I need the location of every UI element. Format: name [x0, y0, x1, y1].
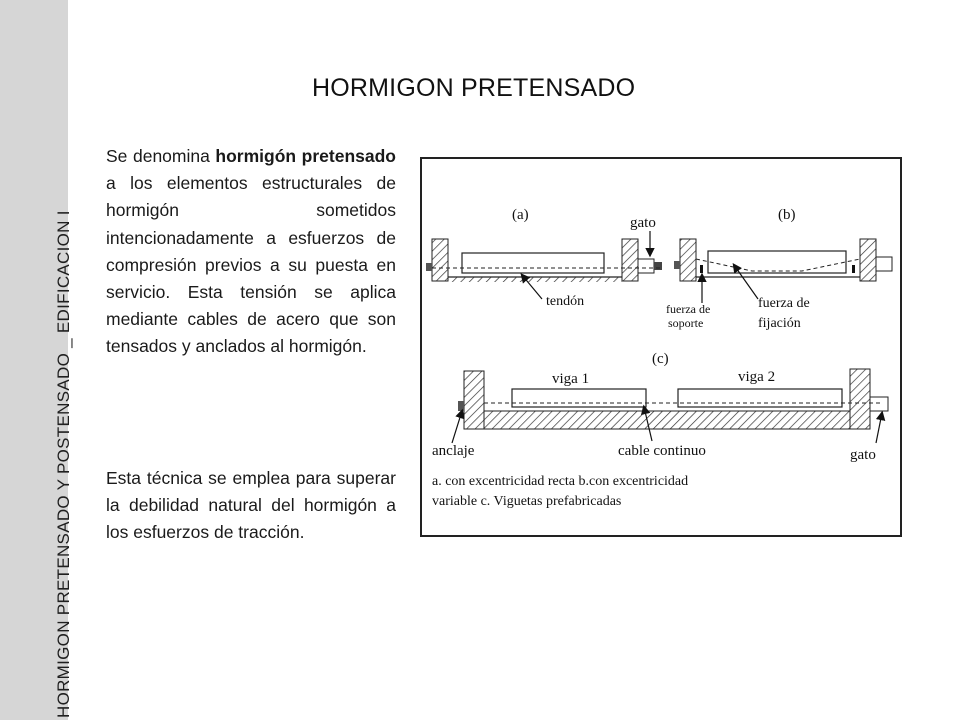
label-c: (c) — [652, 351, 669, 367]
label-tendon: tendón — [546, 294, 585, 309]
anchor-c-left — [458, 401, 464, 411]
support-block-right — [852, 265, 855, 273]
anchor-b-left — [674, 261, 680, 269]
beam-a — [462, 253, 604, 273]
label-gato-top: gato — [630, 215, 656, 231]
support-block-left — [700, 265, 703, 273]
sidebar-title: HORMIGON PRETENSADO Y POSTENSADO _ EDIFICACION I — [54, 210, 73, 718]
jack-b — [876, 257, 892, 271]
paragraph-definition — [106, 143, 396, 361]
beam-c1 — [512, 389, 646, 407]
prestress-diagram — [420, 157, 902, 537]
abutment-a-left — [432, 239, 448, 281]
beam-c2 — [678, 389, 842, 407]
label-viga1: viga 1 — [552, 371, 590, 387]
bed-a-hatch — [448, 277, 622, 282]
paragraph-definition-start: Se denomina — [106, 146, 216, 166]
slide-title: HORMIGON PRETENSADO — [312, 74, 636, 102]
anchor-a-left — [426, 263, 432, 271]
jack-a — [638, 259, 654, 273]
label-fuerza-fijacion-1: fuerza de — [758, 296, 810, 311]
term-bold: hormigón pretensado — [215, 146, 397, 166]
paragraph-purpose: Esta técnica se emplea para superar la debilidad natural del hormigón a los esfuerzos de tracción. — [106, 468, 396, 543]
beam-b — [708, 251, 846, 273]
abutment-a-right — [622, 239, 638, 281]
label-fuerza-soporte-1: fuerza de — [666, 302, 711, 316]
abutment-c-left — [464, 371, 484, 429]
label-a: (a) — [512, 207, 529, 223]
jack-c — [870, 397, 888, 411]
arrow-anclaje — [452, 411, 462, 443]
abutment-b-left — [680, 239, 696, 281]
caption-line-1: a. con excentricidad recta b.con excentricidad — [432, 474, 689, 489]
label-fuerza-fijacion-2: fijación — [758, 316, 801, 331]
abutment-c-right — [850, 369, 870, 429]
arrow-gato-bottom — [876, 413, 882, 443]
label-fuerza-soporte-2: soporte — [668, 316, 704, 330]
diagram-svg — [422, 159, 900, 535]
label-cable-continuo: cable continuo — [618, 443, 706, 459]
tendon-b — [696, 259, 860, 271]
caption-line-2: variable c. Viguetas prefabricadas — [432, 494, 622, 509]
bed-c — [484, 411, 850, 429]
label-gato-bottom: gato — [850, 447, 876, 463]
label-viga2: viga 2 — [738, 369, 776, 385]
jack-a-head — [654, 262, 662, 270]
label-anclaje: anclaje — [432, 443, 475, 459]
abutment-b-right — [860, 239, 876, 281]
paragraph-definition-rest: a los elementos estructurales de hormigón sometidos intencionadamente a esfuerzos de compresión previos a su puesta en servicio. Esta tensión se aplica mediante cables de acero que son tensados y anclados al hormigón. — [106, 173, 396, 357]
label-b: (b) — [778, 207, 796, 223]
